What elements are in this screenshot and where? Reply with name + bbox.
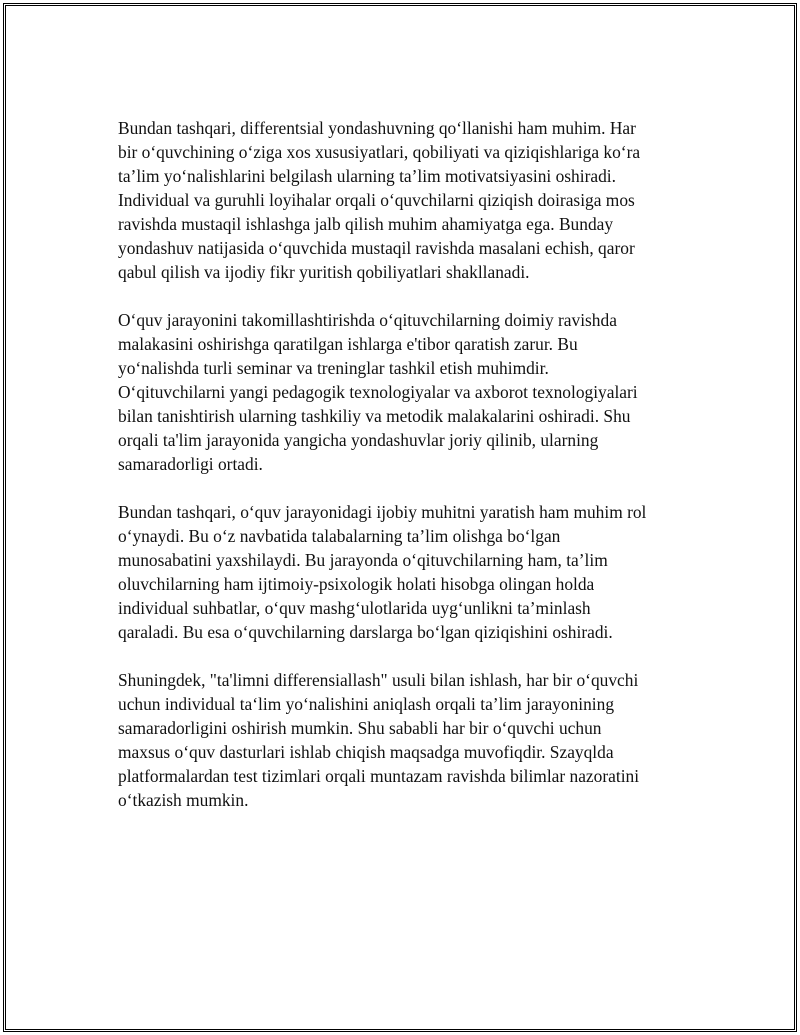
text-line: Shuningdek, "ta'limni differensiallash" usuli bilan ishlash, har bir o‘quvchi (118, 670, 639, 690)
text-line: maxsus o‘quv dasturlari ishlab chiqish maqsadga muvofiqdir. Szayqlda (118, 742, 614, 762)
text-line: individual suhbatlar, o‘quv mashg‘ulotlarida uyg‘unlikni ta’minlash (118, 598, 591, 618)
text-line: platformalardan test tizimlari orqali muntazam ravishda bilimlar nazoratini (118, 766, 640, 786)
text-line: munosabatini yaxshilaydi. Bu jarayonda o‘qituvchilarning ham, ta’lim (118, 550, 608, 570)
text-line: bilan tanishtirish ularning tashkiliy va metodik malakalarini oshiradi. Shu (118, 406, 631, 426)
text-line: bir o‘quvchining o‘ziga xos xususiyatlari, qobiliyati va qiziqishlariga ko‘ra (118, 142, 641, 162)
text-line: o‘tkazish mumkin. (118, 790, 249, 810)
text-line: O‘quv jarayonini takomillashtirishda o‘qituvchilarning doimiy ravishda (118, 310, 617, 330)
paragraph-4 (118, 668, 683, 812)
text-line: yo‘nalishda turli seminar va treninglar tashkil etish muhimdir. (118, 358, 549, 378)
text-line: uchun individual ta‘lim yo‘nalishini aniqlash orqali ta’lim jarayonining (118, 694, 615, 714)
text-line: qabul qilish va ijodiy fikr yuritish qobiliyatlari shakllanadi. (118, 262, 530, 282)
text-line: samaradorligini oshirish mumkin. Shu sababli har bir o‘quvchi uchun (118, 718, 602, 738)
text-line: o‘ynaydi. Bu o‘z navbatida talabalarning ta’lim olishga bo‘lgan (118, 526, 561, 546)
text-line: Individual va guruhli loyihalar orqali o‘quvchilarni qiziqish doirasiga mos (118, 190, 635, 210)
text-line: Bundan tashqari, o‘quv jarayonidagi ijobiy muhitni yaratish ham muhim rol (118, 502, 647, 522)
text-line: yondashuv natijasida o‘quvchida mustaqil ravishda masalani echish, qaror (118, 238, 635, 258)
text-line: ravishda mustaqil ishlashga jalb qilish muhim ahamiyatga ega. Bunday (118, 214, 614, 234)
text-line: qaraladi. Bu esa o‘quvchilarning darslarga bo‘lgan qiziqishini oshiradi. (118, 622, 613, 642)
paragraph-3 (118, 500, 683, 644)
text-line: malakasini oshirishga qaratilgan ishlarga e'tibor qaratish zarur. Bu (118, 334, 578, 354)
paragraph-2 (118, 308, 683, 476)
text-line: orqali ta'lim jarayonida yangicha yondashuvlar joriy qilinib, ularning (118, 430, 599, 450)
document-body (118, 116, 683, 836)
text-line: oluvchilarning ham ijtimoiy-psixologik holati hisobga olingan holda (118, 574, 595, 594)
paragraph-1 (118, 116, 683, 284)
text-line: Bundan tashqari, differentsial yondashuvning qo‘llanishi ham muhim. Har (118, 118, 636, 138)
text-line: samaradorligi ortadi. (118, 454, 263, 474)
text-line: ta’lim yo‘nalishlarini belgilash ularning ta’lim motivatsiyasini oshiradi. (118, 166, 616, 186)
text-line: O‘qituvchilarni yangi pedagogik texnologiyalar va axborot texnologiyalari (118, 382, 638, 402)
